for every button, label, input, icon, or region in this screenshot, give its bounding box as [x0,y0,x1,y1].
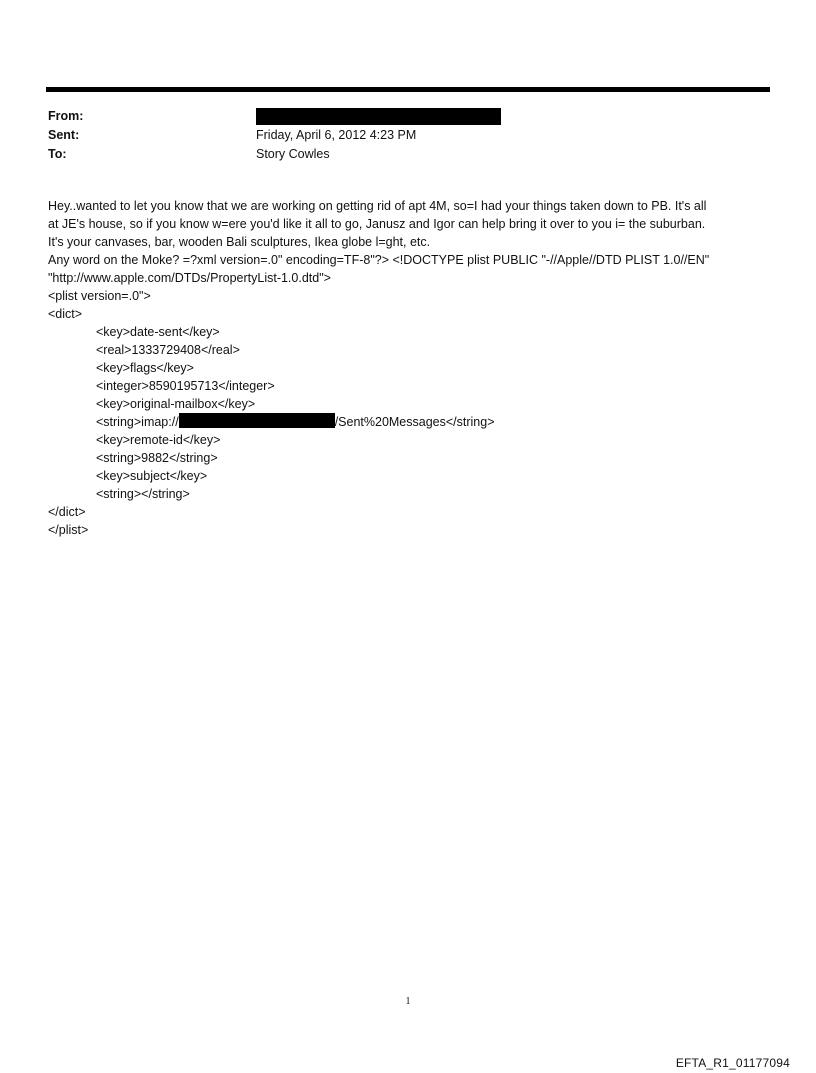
body-line: Hey..wanted to let you know that we are working on getting rid of apt 4M, so=I had your things taken down to PB. It's all [48,199,707,213]
body-line: Any word on the Moke? =?xml version=.0" encoding=TF-8"?> <!DOCTYPE plist PUBLIC "-//Apple//DTD PLIST 1.0//EN" [48,253,710,267]
page-number: 1 [405,996,411,1007]
body-line: <key>flags</key> [96,361,194,375]
imap-prefix: <string>imap:// [96,415,179,429]
body-line: <key>subject</key> [96,469,208,483]
body-line: <integer>8590195713</integer> [96,379,275,393]
imap-suffix: /Sent%20Messages</string> [334,415,495,429]
body-line: </plist> [48,523,89,537]
from-redaction [256,108,501,125]
body-line: <dict> [48,307,83,321]
body-line: <key>original-mailbox</key> [96,397,256,411]
body-line: "http://www.apple.com/DTDs/PropertyList-1.0.dtd"> [48,271,331,285]
body-line: <key>remote-id</key> [96,433,221,447]
document-id: EFTA_R1_01177094 [675,1056,790,1070]
body-line: <string>9882</string> [96,451,218,465]
mailbox-redaction [179,413,335,428]
email-body [48,197,778,539]
body-line: <real>1333729408</real> [96,343,240,357]
header-rule [46,87,770,92]
body-line [48,413,778,431]
body-line: <string></string> [96,487,190,501]
body-line: <plist version=.0"> [48,289,151,303]
body-line: It's your canvases, bar, wooden Bali sculptures, Ikea globe l=ght, etc. [48,235,431,249]
body-line: at JE's house, so if you know w=ere you'd like it all to go, Janusz and Igor can help bring it over to you i= the suburban. [48,217,706,231]
body-line: <key>date-sent</key> [96,325,220,339]
body-line: </dict> [48,505,86,519]
to-label: To: [48,147,67,161]
sent-label: Sent: [48,128,80,142]
to-value: Story Cowles [256,147,330,161]
from-label: From: [48,109,84,123]
sent-value: Friday, April 6, 2012 4:23 PM [256,128,417,142]
